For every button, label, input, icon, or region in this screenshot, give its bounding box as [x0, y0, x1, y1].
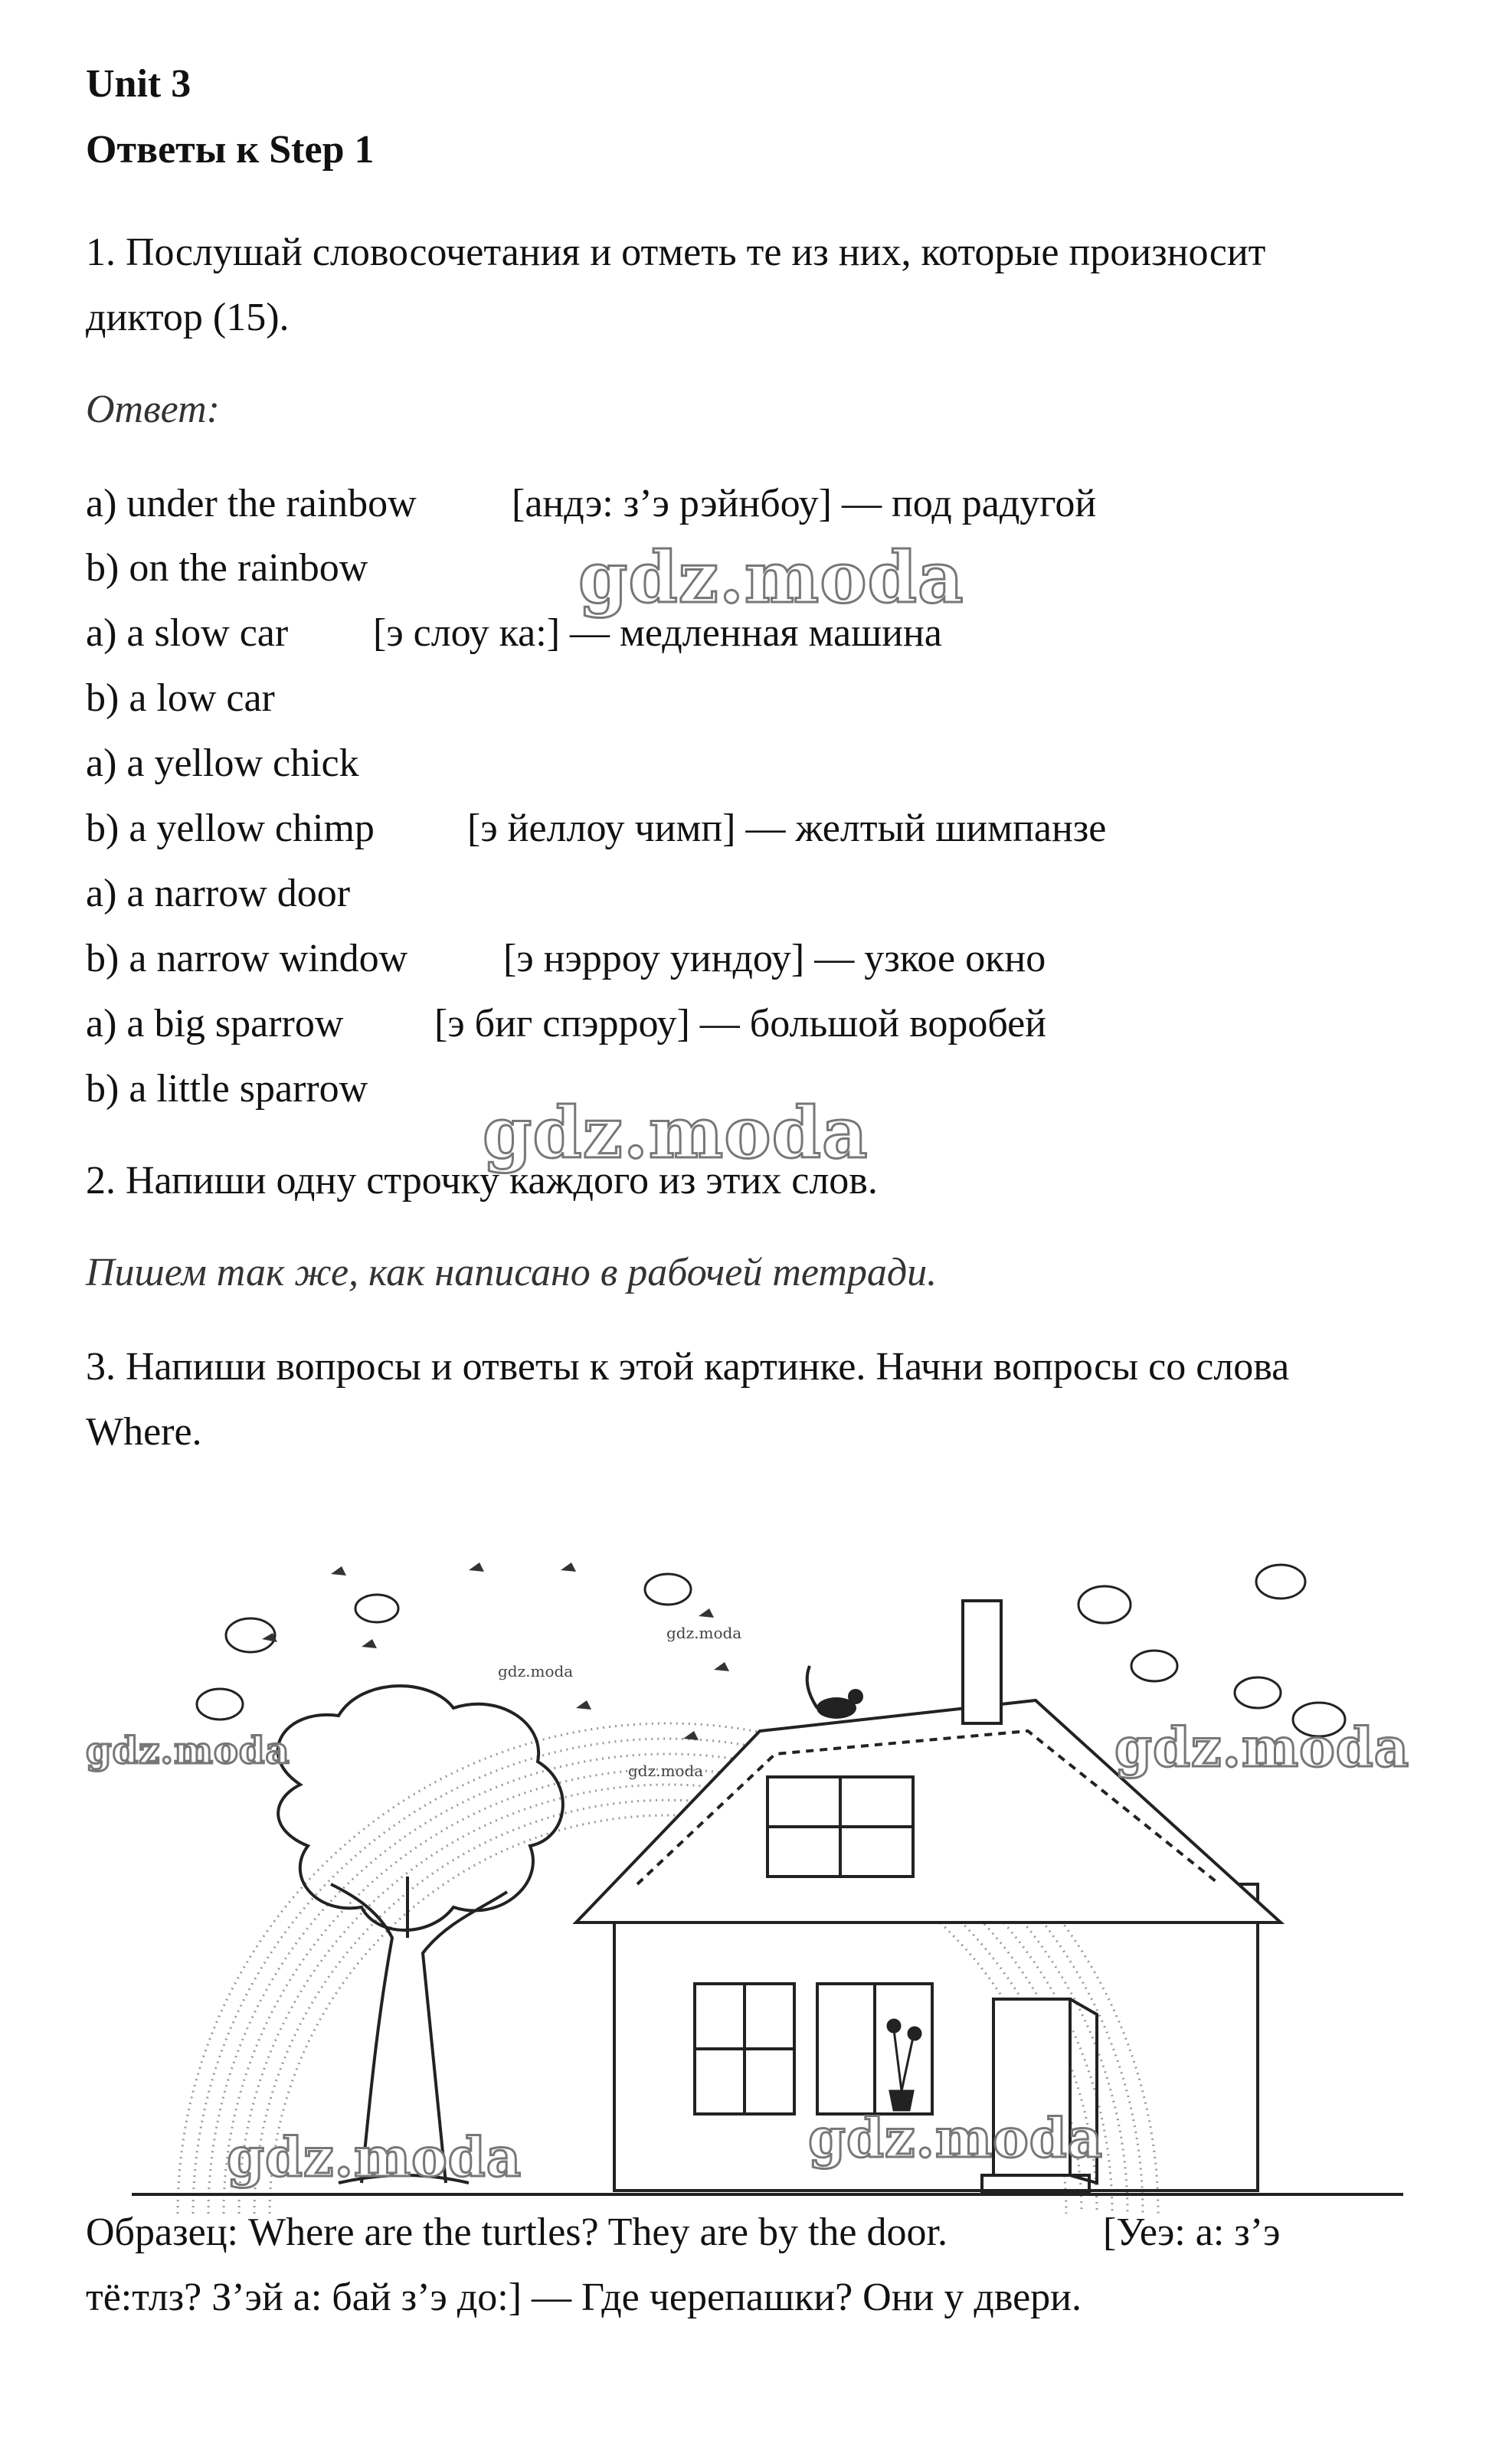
answer-item: b) a narrow window: [86, 937, 408, 980]
watermark: gdz.moda: [1114, 1716, 1410, 1779]
house-drawing: [576, 1601, 1281, 2192]
task3-sample-line1: Образец: Where are the turtles? They are by the door.: [86, 2210, 948, 2254]
cat-drawing: [807, 1666, 863, 1719]
watermark: gdz.moda: [666, 1624, 742, 1642]
house-illustration: [86, 1524, 1419, 2214]
watermark: gdz.moda: [808, 2106, 1104, 2170]
answer-item: b) a yellow chimp: [86, 807, 375, 850]
task1-answer-label: Ответ:: [86, 388, 220, 431]
answer-pronunciation: [э биг спэрроу] — большой воробей: [434, 1002, 1046, 1045]
answer-item: a) a slow car: [86, 611, 289, 655]
task3-question-line1: 3. Напиши вопросы и ответы к этой картинке. Начни вопросы со слова: [86, 1345, 1290, 1389]
watermark: gdz.moda: [227, 2125, 522, 2189]
task3-sample-line2: тё:тлз? З’эй а: бай з’э до:] — Где черепашки? Они у двери.: [86, 2276, 1082, 2319]
unit-heading: Unit 3: [86, 62, 191, 106]
task2-question: 2. Напиши одну строчку каждого из этих слов.: [86, 1159, 878, 1203]
clouds-drawing: [197, 1565, 1345, 1736]
task2-answer: Пишем так же, как написано в рабочей тетради.: [86, 1251, 938, 1294]
answer-item: a) under the rainbow: [86, 482, 417, 525]
answer-item: a) a yellow chick: [86, 741, 359, 785]
answer-pronunciation: [э йеллоу чимп] — желтый шимпанзе: [467, 807, 1107, 850]
answer-item: b) on the rainbow: [86, 546, 368, 590]
answer-item: b) a low car: [86, 676, 275, 720]
task1-question-line2: диктор (15).: [86, 296, 290, 339]
answer-item: a) a big sparrow: [86, 1002, 344, 1045]
tree-drawing: [278, 1686, 563, 2183]
page-title: Ответы к Step 1: [86, 128, 375, 172]
watermark: gdz.moda: [578, 536, 964, 619]
answer-pronunciation: [андэ: з’э рэйнбоу] — под радугой: [512, 482, 1097, 525]
task3-sample-pronunciation: [Уеэ: а: з’э: [1103, 2210, 1281, 2254]
answer-pronunciation: [э слоу ка:] — медленная машина: [373, 611, 942, 655]
watermark: gdz.moda: [86, 1729, 290, 1772]
watermark: gdz.moda: [483, 1091, 869, 1174]
answer-item: b) a little sparrow: [86, 1067, 368, 1111]
answer-pronunciation: [э нэрроу уиндоу] — узкое окно: [503, 937, 1046, 980]
task3-question-line2: Where.: [86, 1410, 202, 1454]
answer-item: a) a narrow door: [86, 872, 351, 915]
task1-question-line1: 1. Послушай словосочетания и отметь те из них, которые произносит: [86, 231, 1266, 274]
watermark: gdz.moda: [498, 1662, 574, 1680]
watermark: gdz.moda: [628, 1762, 704, 1780]
